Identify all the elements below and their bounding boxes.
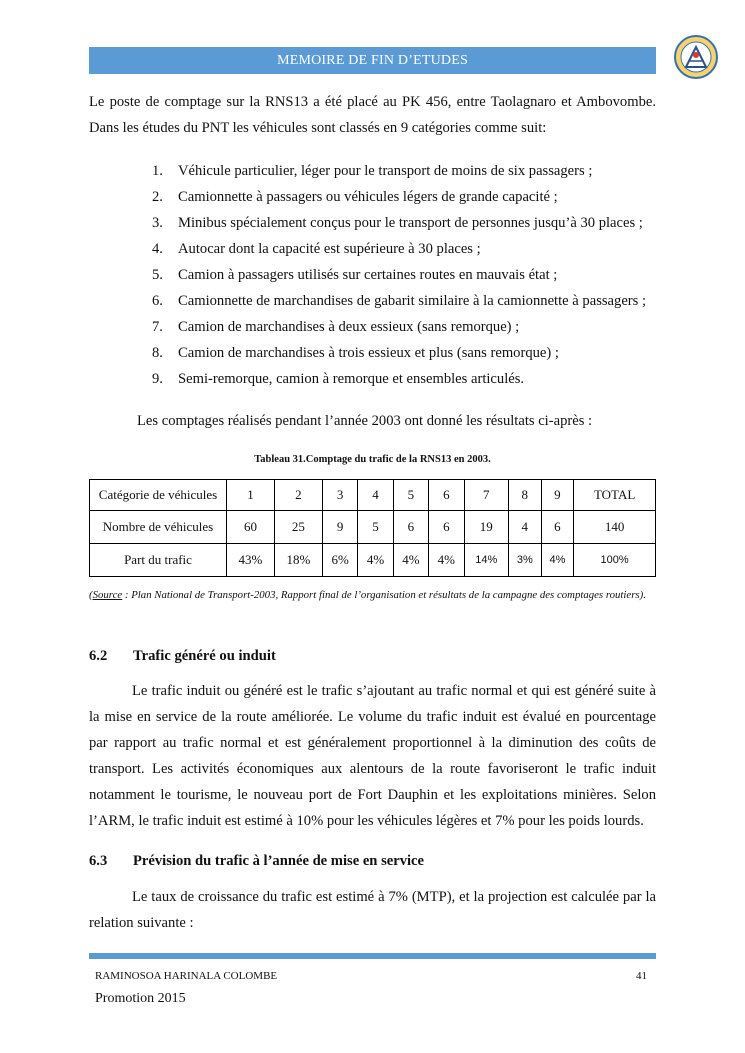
list-item: 5. Camion à passagers utilisés sur certaines routes en mauvais état ; [152, 267, 558, 283]
list-item: 3. Minibus spécialement conçus pour le transport de personnes jusqu’à 30 places ; [152, 215, 643, 231]
table-cell: 43% [227, 544, 275, 577]
table-cell: Nombre de véhicules [90, 511, 227, 544]
list-item: 2. Camionnette à passagers ou véhicules légers de grande capacité ; [152, 189, 558, 205]
table-cell: 25 [274, 511, 322, 544]
table-cell: 9 [322, 511, 357, 544]
footer-author: RAMINOSOA HARINALA COLOMBE [95, 970, 278, 982]
footer-promotion: Promotion 2015 [95, 991, 186, 1006]
table-cell: 4% [541, 544, 574, 577]
list-item: 1. Véhicule particulier, léger pour le transport de moins de six passagers ; [152, 163, 593, 179]
table-source: (Source : Plan National de Transport-2003, Rapport final de l’organisation et résultats de la campagne des comptages routiers). [89, 589, 646, 601]
school-logo-icon [672, 33, 720, 81]
table-cell: 6 [393, 511, 428, 544]
footer-divider [89, 953, 656, 959]
table-cell: 4% [393, 544, 428, 577]
list-item: 4. Autocar dont la capacité est supérieure à 30 places ; [152, 241, 481, 257]
section-6-3-body: Le taux de croissance du trafic est estimé à 7% (MTP), et la projection est calculée par la relation suivante : [89, 889, 656, 931]
table-cell: TOTAL [574, 480, 656, 511]
table-cell: Part du trafic [90, 544, 227, 577]
list-item: 9. Semi-remorque, camion à remorque et ensembles articulés. [152, 371, 525, 387]
table-cell: 2 [274, 480, 322, 511]
table-cell: 4% [358, 544, 393, 577]
table-row [90, 511, 656, 544]
intro-paragraph: Le poste de comptage sur la RNS13 a été placé au PK 456, entre Taolagnaro et Ambovombe. Dans les études du PNT les véhicules sont classés en 9 catégories comme suit: [89, 94, 656, 136]
page-header [89, 47, 656, 74]
table-cell: 18% [274, 544, 322, 577]
table-cell: Catégorie de véhicules [90, 480, 227, 511]
table-cell: 100% [574, 544, 656, 577]
table-cell: 5 [358, 511, 393, 544]
table-cell: 4 [508, 511, 541, 544]
section-heading-6-3: 6.3 Prévision du trafic à l’année de mise en service [89, 853, 425, 869]
table-cell: 3 [322, 480, 357, 511]
results-intro: Les comptages réalisés pendant l’année 2003 ont donné les résultats ci-après : [137, 413, 593, 429]
table-cell: 9 [541, 480, 574, 511]
table-row [90, 544, 656, 577]
table-cell: 5 [393, 480, 428, 511]
table-cell: 6 [429, 480, 464, 511]
source-label: Source [92, 589, 123, 601]
table-cell: 60 [227, 511, 275, 544]
traffic-count-table [89, 479, 656, 577]
table-row [90, 480, 656, 511]
table-caption: Tableau 31.Comptage du trafic de la RNS13 en 2003. [254, 454, 491, 465]
header-title: MEMOIRE DE FIN D’ETUDES [277, 52, 468, 68]
vehicle-category-list [152, 158, 662, 392]
table-cell: 6 [541, 511, 574, 544]
section-6-2-body: Le trafic induit ou généré est le trafic s’ajoutant au trafic normal et qui est généré suite à la mise en service de la route améliorée. Le volume du trafic induit est évalué en pourcentage par rapport au trafic normal et est généralement proportionnel à la diminution des coûts de transport. Les activités économiques aux alentours de la route favoriseront le trafic induit notamment le tourisme, le nouveau port de Fort Dauphin et les exploitations minières. Selon l’ARM, le trafic induit est estimé à 10% pour les véhicules légères et 7% pour les poids lourds. [89, 683, 656, 829]
table-cell: 4 [358, 480, 393, 511]
table-cell: 8 [508, 480, 541, 511]
page-number: 41 [636, 970, 647, 982]
table-cell: 1 [227, 480, 275, 511]
table-cell: 19 [464, 511, 508, 544]
table-cell: 14% [464, 544, 508, 577]
table-cell: 6% [322, 544, 357, 577]
list-item: 7. Camion de marchandises à deux essieux (sans remorque) ; [152, 319, 520, 335]
table-cell: 7 [464, 480, 508, 511]
table-cell: 3% [508, 544, 541, 577]
table-cell: 4% [429, 544, 464, 577]
table-cell: 6 [429, 511, 464, 544]
table-cell: 140 [574, 511, 656, 544]
list-item: 6. Camionnette de marchandises de gabarit similaire à la camionnette à passagers ; [152, 293, 647, 309]
list-item: 8. Camion de marchandises à trois essieux et plus (sans remorque) ; [152, 345, 559, 361]
section-heading-6-2: 6.2 Trafic généré ou induit [89, 648, 276, 664]
